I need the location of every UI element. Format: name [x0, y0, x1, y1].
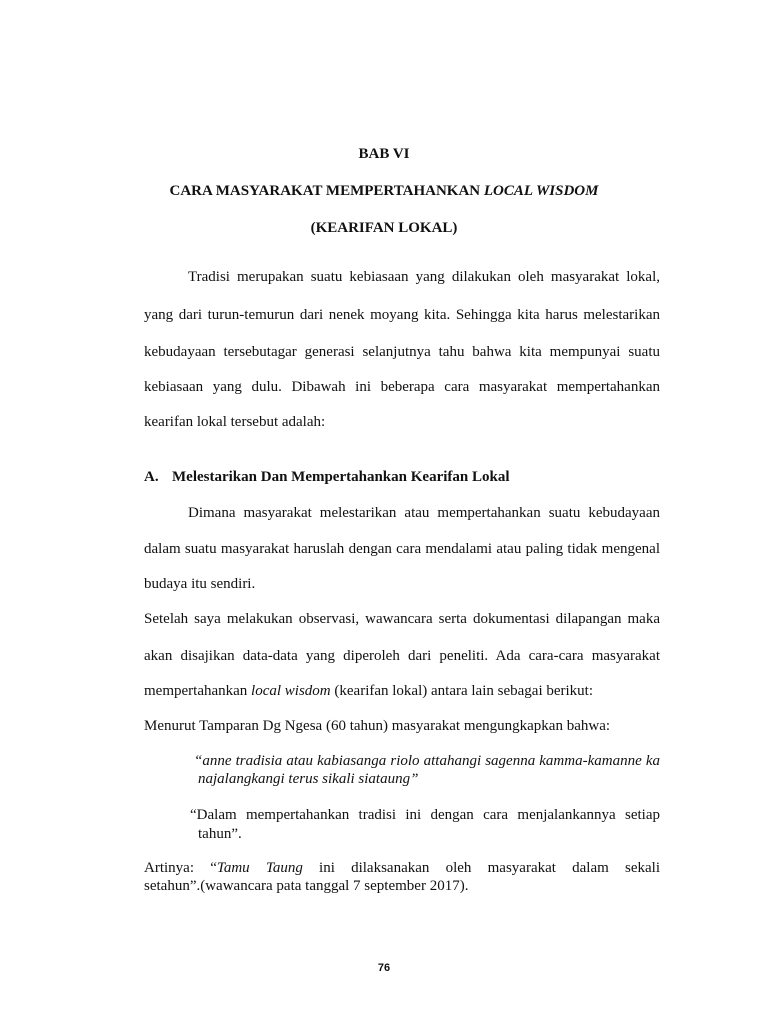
chapter-number: BAB VI: [358, 146, 410, 162]
para-line: Dimana masyarakat melestarikan atau mempertahankan suatu kebudayaan: [188, 505, 660, 521]
meaning-line: setahun”.(wawancara pata tanggal 7 september 2017).: [144, 878, 469, 894]
chapter-subtitle: (KEARIFAN LOKAL): [310, 220, 458, 236]
para-italic: local wisdom: [251, 683, 331, 699]
section-a-marker: A.: [144, 469, 159, 485]
chapter-title: [0, 183, 768, 200]
meaning-rest: ini dilaksanakan oleh masyarakat dalam sekali: [302, 860, 660, 876]
para-line: Setelah saya melakukan observasi, wawancara serta dokumentasi dilapangan maka: [144, 611, 660, 627]
chapter-title-main: CARA MASYARAKAT MEMPERTAHANKAN: [169, 183, 484, 199]
para-line: dalam suatu masyarakat haruslah dengan cara mendalami atau paling tidak mengenal: [144, 541, 660, 557]
intro-line: kebiasaan yang dulu. Dibawah ini beberapa cara masyarakat mempertahankan: [144, 379, 660, 395]
section-a-title: Melestarikan Dan Mempertahankan Kearifan Lokal: [172, 469, 510, 485]
chapter-title-italic: LOCAL WISDOM: [483, 183, 599, 199]
meaning-italic: Tamu Taung: [216, 860, 303, 876]
quote-translation-line: tahun”.: [198, 826, 242, 842]
intro-line: Tradisi merupakan suatu kebiasaan yang dilakukan oleh masyarakat lokal,: [188, 269, 660, 285]
para-line: budaya itu sendiri.: [144, 576, 256, 592]
page-number: 76: [377, 962, 391, 974]
quote-translation-line: “Dalam mempertahankan tradisi ini dengan cara menjalankannya setiap: [190, 807, 660, 823]
meaning-line: [144, 860, 660, 877]
para-text: mempertahankan: [144, 683, 252, 699]
quote-local-line: najalangkangi terus sikali siataung”: [198, 771, 419, 787]
informant-line: Menurut Tamparan Dg Ngesa (60 tahun) masyarakat mengungkapkan bahwa:: [144, 718, 611, 734]
para-text: (kearifan lokal) antara lain sebagai berikut:: [330, 683, 594, 699]
para-line: akan disajikan data-data yang diperoleh dari peneliti. Ada cara-cara masyarakat: [144, 648, 660, 664]
meaning-prefix: Artinya: “: [144, 860, 217, 876]
para-line: [144, 683, 593, 700]
intro-line: yang dari turun-temurun dari nenek moyang kita. Sehingga kita harus melestarikan: [144, 307, 660, 323]
intro-line: kearifan lokal tersebut adalah:: [144, 414, 326, 430]
quote-local-line: “anne tradisia atau kabiasanga riolo attahangi sagenna kamma-kamanne ka: [194, 753, 660, 769]
intro-line: kebudayaan tersebutagar generasi selanjutnya tahu bahwa kita mempunyai suatu: [144, 344, 660, 360]
